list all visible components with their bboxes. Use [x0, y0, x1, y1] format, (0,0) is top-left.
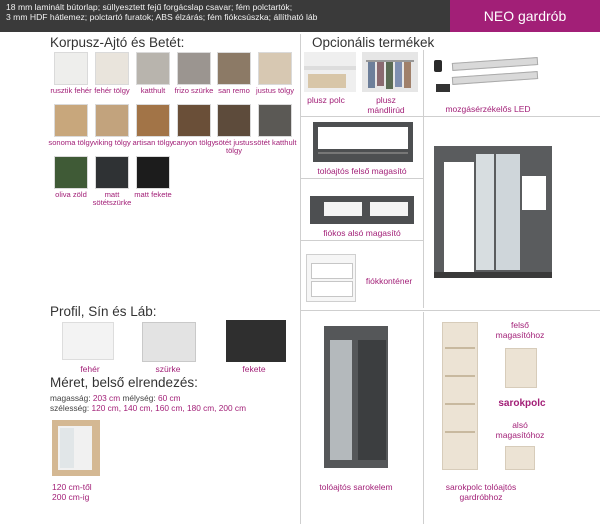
color-swatch-label: artisan tölgy — [132, 138, 174, 147]
size-details — [50, 393, 246, 413]
color-swatch-label: sonoma tölgy — [48, 138, 94, 147]
color-swatch[interactable] — [136, 52, 170, 85]
depth-value: 60 cm — [157, 393, 181, 403]
color-swatch[interactable] — [217, 104, 251, 137]
corner-shelf-bottom-label: sarokpolc tolóajtós gardróbhoz — [445, 482, 517, 502]
led-label: mozgásérzékelős LED — [445, 104, 531, 114]
profile-black-image — [226, 320, 286, 362]
spec-description — [6, 2, 317, 22]
divider-h1b — [423, 116, 600, 117]
size-wardrobe-image — [52, 420, 100, 476]
profile-white-image — [62, 322, 114, 360]
bottom-ext-shelf-label: alsó magasítóhoz — [495, 420, 545, 440]
extra-rod-label: plusz mándlirúd — [367, 95, 405, 115]
profile-white-label: fehér — [80, 364, 100, 374]
color-swatch[interactable] — [54, 52, 88, 85]
width-label: szélesség: — [50, 403, 90, 413]
height-value: 203 cm — [92, 393, 121, 403]
color-swatch-label: san remo — [218, 86, 250, 95]
profile-title: Profil, Sín és Láb: — [50, 304, 157, 319]
led-image — [432, 54, 542, 98]
color-swatch[interactable] — [95, 104, 129, 137]
size-note-2: 200 cm-ig — [52, 492, 90, 502]
divider-h3 — [300, 240, 423, 241]
color-swatch-label: frizo szürke — [174, 86, 214, 95]
drawer-extension-label: fiókos alsó magasító — [323, 228, 401, 238]
height-label: magasság: — [50, 393, 91, 403]
color-swatch-label: sötét justus tölgy — [214, 138, 254, 155]
color-swatch-label: matt sötétszürke — [92, 190, 132, 207]
color-swatch[interactable] — [136, 156, 170, 189]
depth-label: mélység: — [122, 393, 156, 403]
corner-shelf-title: sarokpolc — [498, 398, 546, 409]
corner-element-image — [324, 326, 388, 468]
color-swatch-label: viking tölgy — [93, 138, 131, 147]
color-swatch-label: justus tölgy — [256, 86, 294, 95]
corner-shelf-small-1 — [505, 348, 537, 388]
color-swatch-label: rusztik fehér — [50, 86, 92, 95]
color-swatch[interactable] — [54, 104, 88, 137]
corner-shelf-small-2 — [505, 446, 535, 470]
color-swatch-label: fehér tölgy — [94, 86, 130, 95]
width-value: 120 cm, 140 cm, 160 cm, 180 cm, 200 cm — [91, 403, 246, 413]
drawer-container-image — [306, 254, 356, 302]
extra-shelf-image — [304, 52, 356, 92]
color-swatch-label: oliva zöld — [55, 190, 87, 199]
colors-title: Korpusz-Ajtó és Betét: — [50, 35, 185, 50]
drawer-extension-image — [310, 196, 414, 224]
color-swatch[interactable] — [136, 104, 170, 137]
color-swatch-label: sötét katthult — [253, 138, 297, 147]
header-bar — [0, 0, 600, 32]
color-swatch[interactable] — [258, 52, 292, 85]
divider-h2 — [300, 178, 423, 179]
color-swatch[interactable] — [177, 52, 211, 85]
corner-shelf-image — [442, 322, 478, 470]
color-swatch-label: katthult — [140, 86, 166, 95]
size-note-1: 120 cm-től — [52, 482, 92, 492]
color-swatch[interactable] — [95, 156, 129, 189]
size-note — [52, 482, 112, 502]
spec-line-1: 18 mm laminált bútorlap; süllyesztett fejű forgácslap csavar; fém polctartók; — [6, 2, 293, 12]
divider-vertical-2 — [423, 50, 424, 308]
divider-h1 — [300, 116, 423, 117]
corner-element-label: tolóajtós sarokelem — [319, 482, 393, 492]
extra-shelf-label: plusz polc — [307, 95, 345, 105]
color-swatch[interactable] — [217, 52, 251, 85]
color-swatch[interactable] — [258, 104, 292, 137]
color-swatch[interactable] — [95, 52, 129, 85]
brand-title: NEO gardrób — [450, 0, 600, 32]
profile-black-label: fekete — [242, 364, 266, 374]
divider-vertical-3 — [423, 312, 424, 524]
profile-grey-image — [142, 322, 196, 362]
drawer-container-label: fiókkonténer — [365, 276, 413, 286]
wardrobe-main-image — [434, 146, 552, 278]
color-swatch[interactable] — [177, 104, 211, 137]
size-title: Méret, belső elrendezés: — [50, 375, 198, 390]
top-ext-shelf-label: felső magasítóhoz — [495, 320, 545, 340]
color-swatch-label: matt fekete — [134, 190, 172, 199]
extra-rod-image — [362, 52, 418, 92]
top-extension-image — [313, 122, 413, 162]
divider-vertical — [300, 34, 301, 524]
top-extension-label: tolóajtós felső magasító — [317, 166, 407, 176]
color-swatch[interactable] — [54, 156, 88, 189]
color-swatch-label: canyon tölgy — [172, 138, 216, 147]
spec-line-2: 3 mm HDF hátlemez; polctartó furatok; ABS élzárás; fém fiókcsúszka; állítható láb — [6, 12, 318, 22]
optional-title: Opcionális termékek — [312, 35, 435, 50]
profile-grey-label: szürke — [155, 364, 181, 374]
divider-h4 — [300, 310, 600, 311]
